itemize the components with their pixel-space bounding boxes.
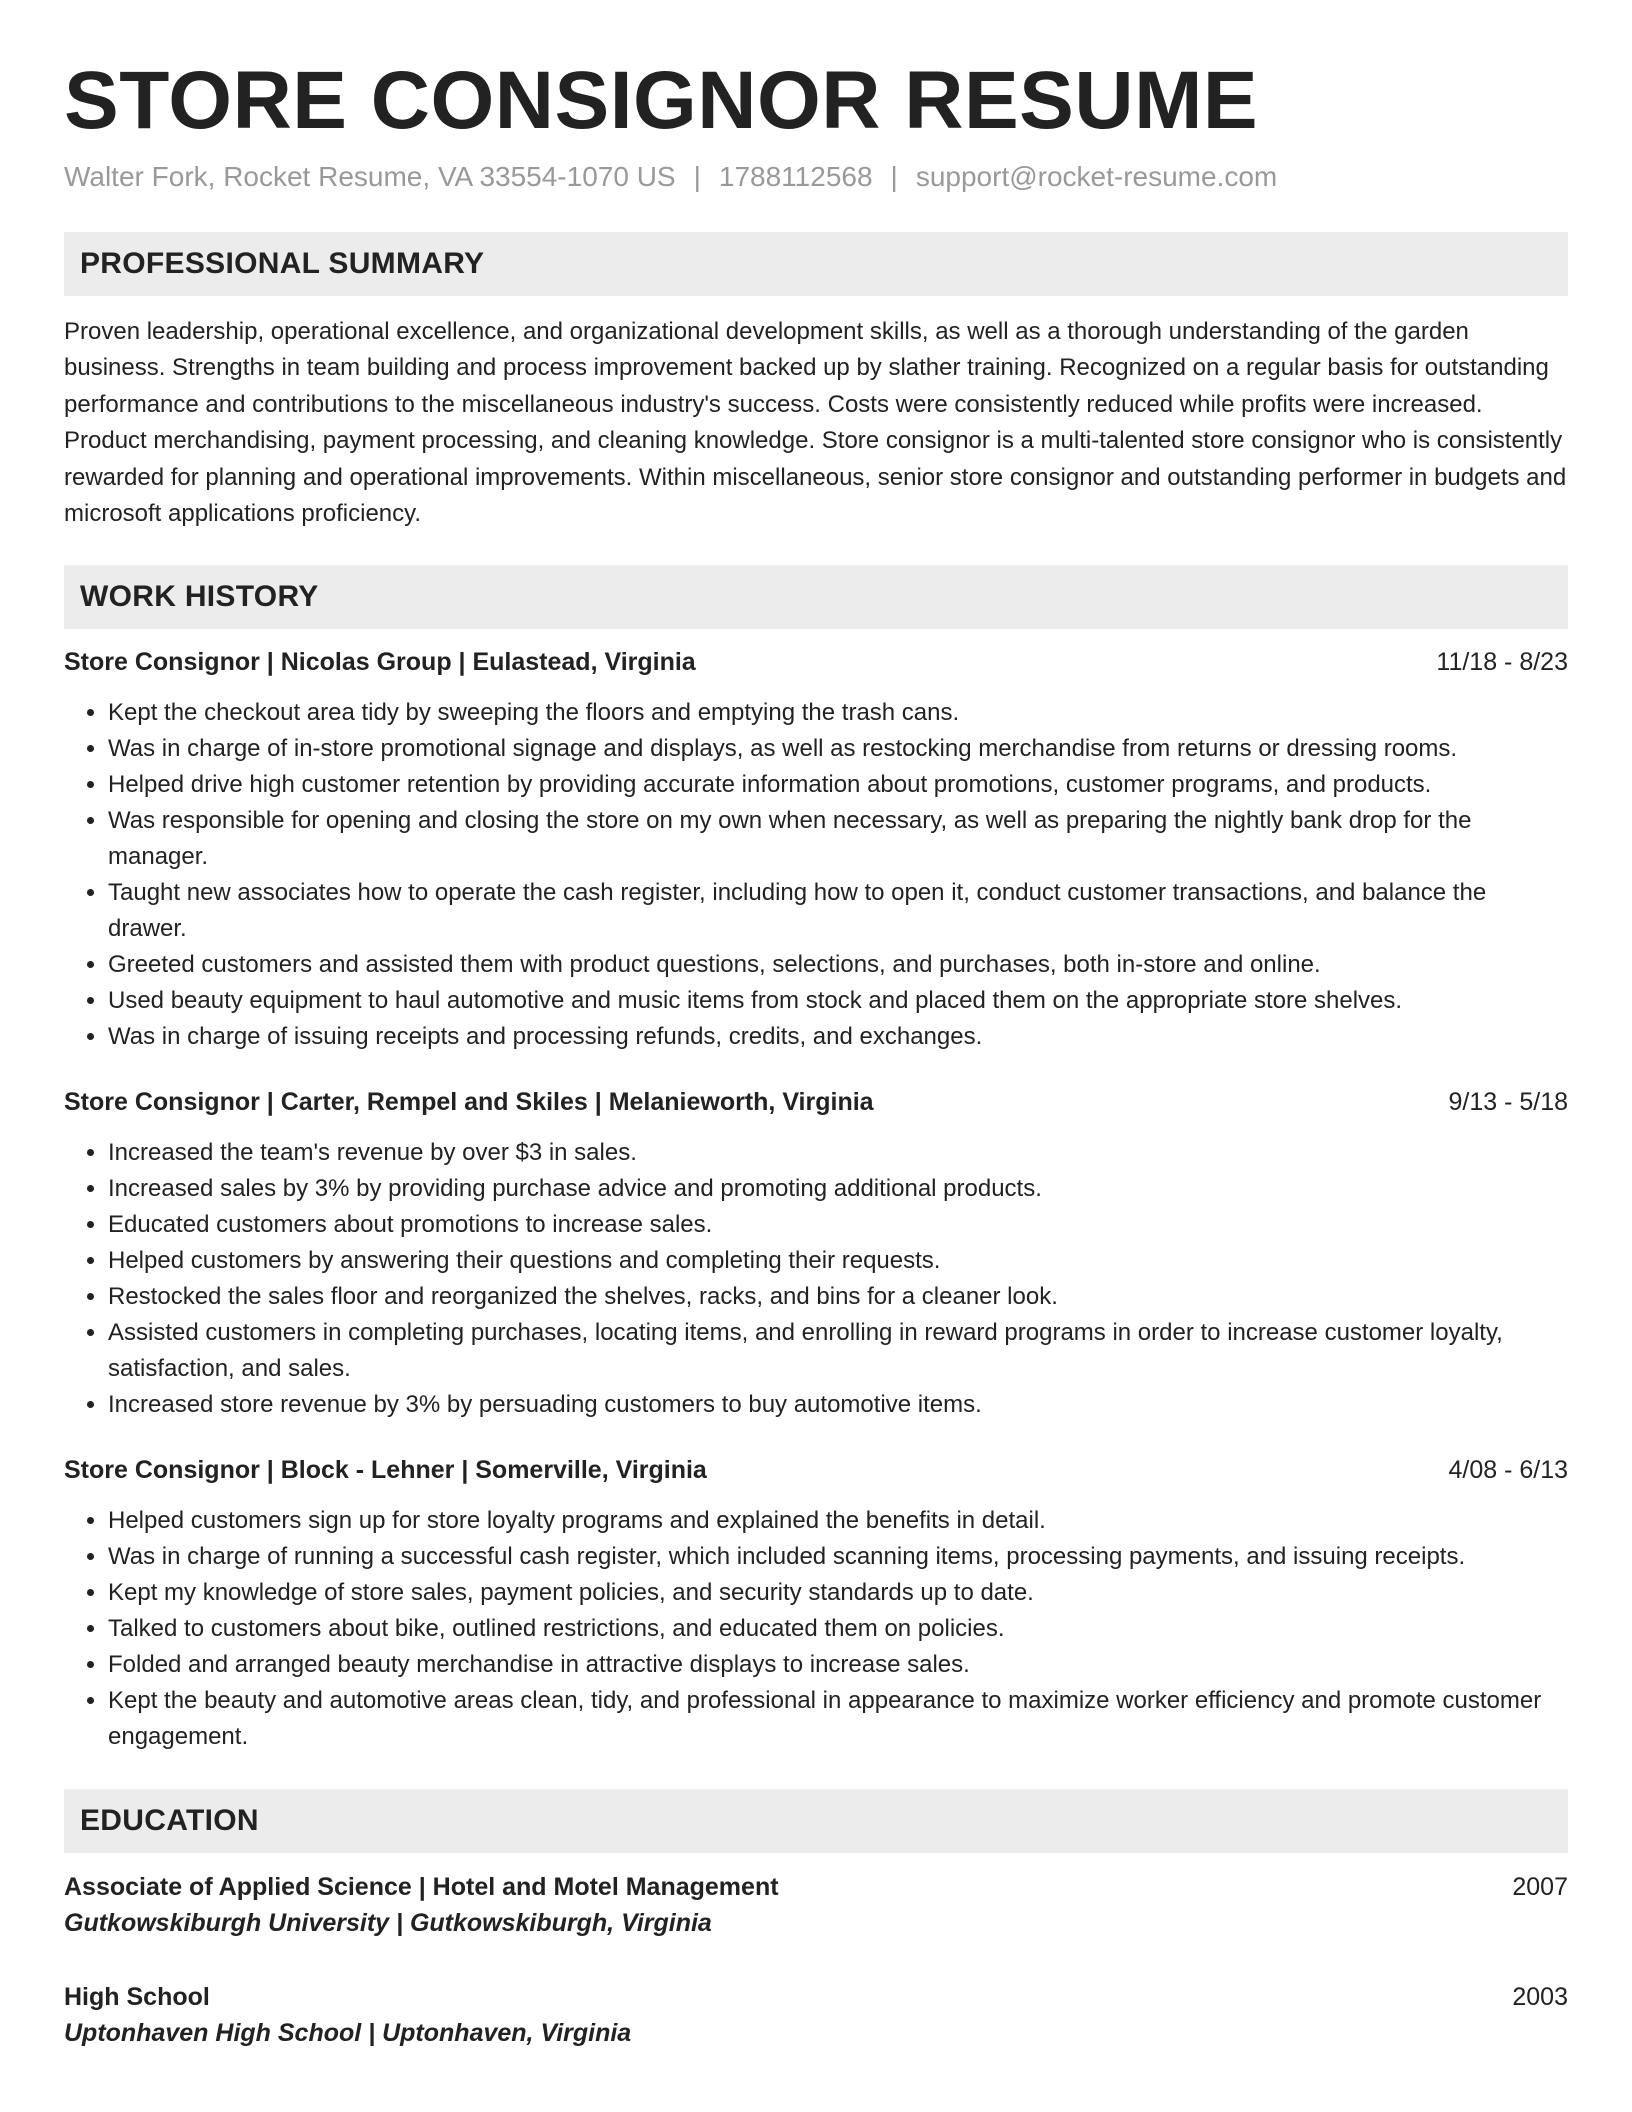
education-degree: High School xyxy=(64,1982,210,2011)
job-dates: 11/18 - 8/23 xyxy=(1436,647,1568,676)
education-school: Gutkowskiburgh University | Gutkowskiburgh, Virginia xyxy=(64,1908,712,1937)
job-entry xyxy=(64,645,1568,1055)
education-header xyxy=(64,1979,1568,2015)
education-school: Uptonhaven High School | Uptonhaven, Virginia xyxy=(64,2018,632,2047)
contact-separator: | xyxy=(693,161,701,193)
education-heading: EDUCATION xyxy=(64,1789,1568,1853)
education-header xyxy=(64,1869,1568,1905)
education-section xyxy=(64,1789,1568,2051)
job-bullet: • Taught new associates how to operate the cash register, including how to open it, conduct customer transactions, and balance the drawer. xyxy=(108,875,1568,947)
contact-email: support@rocket-resume.com xyxy=(915,161,1278,193)
job-bullet: • Increased sales by 3% by providing purchase advice and promoting additional products. xyxy=(108,1171,1568,1207)
education-year: 2007 xyxy=(1512,1872,1568,1901)
summary-heading: PROFESSIONAL SUMMARY xyxy=(64,232,1568,296)
education-entry xyxy=(64,1869,1568,1941)
job-bullet: • Used beauty equipment to haul automotive and music items from stock and placed them on the appropriate store shelves. xyxy=(108,983,1568,1019)
job-bullet: • Assisted customers in completing purchases, locating items, and enrolling in reward programs in order to increase customer loyalty, satisfaction, and sales. xyxy=(108,1315,1568,1387)
job-entry xyxy=(64,1453,1568,1755)
job-bullet: • Kept the beauty and automotive areas clean, tidy, and professional in appearance to maximize worker efficiency and promote customer engagement. xyxy=(108,1683,1568,1755)
job-bullet: • Greeted customers and assisted them with product questions, selections, and purchases, both in-store and online. xyxy=(108,947,1568,983)
education-year: 2003 xyxy=(1512,1982,1568,2011)
job-bullet: • Folded and arranged beauty merchandise in attractive displays to increase sales. xyxy=(108,1647,1568,1683)
work-history-section xyxy=(64,565,1568,1755)
contact-separator: | xyxy=(890,161,898,193)
job-header xyxy=(64,645,1568,679)
resume-title: STORE CONSIGNOR RESUME xyxy=(64,55,1259,146)
job-header xyxy=(64,1453,1568,1487)
job-dates: 9/13 - 5/18 xyxy=(1448,1087,1568,1116)
job-bullet: • Kept my knowledge of store sales, payment policies, and security standards up to date. xyxy=(108,1575,1568,1611)
job-bullet: • Was in charge of in-store promotional signage and displays, as well as restocking merchandise from returns or dressing rooms. xyxy=(108,731,1568,767)
job-bullet: • Increased store revenue by 3% by persuading customers to buy automotive items. xyxy=(108,1387,1568,1423)
job-title: Store Consignor | Carter, Rempel and Skiles | Melanieworth, Virginia xyxy=(64,1087,874,1116)
job-bullet: • Kept the checkout area tidy by sweeping the floors and emptying the trash cans. xyxy=(108,695,1568,731)
job-bullet: • Educated customers about promotions to increase sales. xyxy=(108,1207,1568,1243)
contact-line xyxy=(64,160,1568,194)
job-bullet: • Helped customers sign up for store loyalty programs and explained the benefits in detail. xyxy=(108,1503,1568,1539)
job-title: Store Consignor | Nicolas Group | Eulastead, Virginia xyxy=(64,647,696,676)
job-bullet: • Increased the team's revenue by over $3 in sales. xyxy=(108,1135,1568,1171)
job-title: Store Consignor | Block - Lehner | Somerville, Virginia xyxy=(64,1455,707,1484)
job-bullets xyxy=(64,1503,1568,1755)
summary-text: Proven leadership, operational excellence, and organizational development skills, as well as a thorough understanding of the garden business. Strengths in team building and process improvement backed up by slather training. Recognized on a regular basis for outstanding performance and contributions to the miscellaneous industry's success. Costs were consistently reduced while profits were increased. Product merchandising, payment processing, and cleaning knowledge. Store consignor is a multi-talented store consignor who is consistently rewarded for planning and operational improvements. Within miscellaneous, senior store consignor and outstanding performer in budgets and microsoft applications proficiency. xyxy=(64,317,1567,528)
job-bullet: • Was responsible for opening and closing the store on my own when necessary, as well as preparing the nightly bank drop for the manager. xyxy=(108,803,1568,875)
job-bullet: • Helped drive high customer retention by providing accurate information about promotions, customer programs, and products. xyxy=(108,767,1568,803)
contact-address: Walter Fork, Rocket Resume, VA 33554-1070 US xyxy=(64,161,676,193)
job-entry xyxy=(64,1085,1568,1423)
job-bullets xyxy=(64,1135,1568,1423)
education-degree: Associate of Applied Science | Hotel and Motel Management xyxy=(64,1872,779,1901)
education-entry xyxy=(64,1979,1568,2051)
job-bullet: • Restocked the sales floor and reorganized the shelves, racks, and bins for a cleaner look. xyxy=(108,1279,1568,1315)
summary-section xyxy=(64,232,1568,533)
job-bullet: • Was in charge of running a successful cash register, which included scanning items, processing payments, and issuing receipts. xyxy=(108,1539,1568,1575)
work-history-heading: WORK HISTORY xyxy=(64,565,1568,629)
contact-phone: 1788112568 xyxy=(718,161,873,193)
job-bullets xyxy=(64,695,1568,1055)
job-bullet: • Talked to customers about bike, outlined restrictions, and educated them on policies. xyxy=(108,1611,1568,1647)
job-dates: 4/08 - 6/13 xyxy=(1448,1455,1568,1484)
job-bullet: • Helped customers by answering their questions and completing their requests. xyxy=(108,1243,1568,1279)
job-header xyxy=(64,1085,1568,1119)
job-bullet: • Was in charge of issuing receipts and processing refunds, credits, and exchanges. xyxy=(108,1019,1568,1055)
